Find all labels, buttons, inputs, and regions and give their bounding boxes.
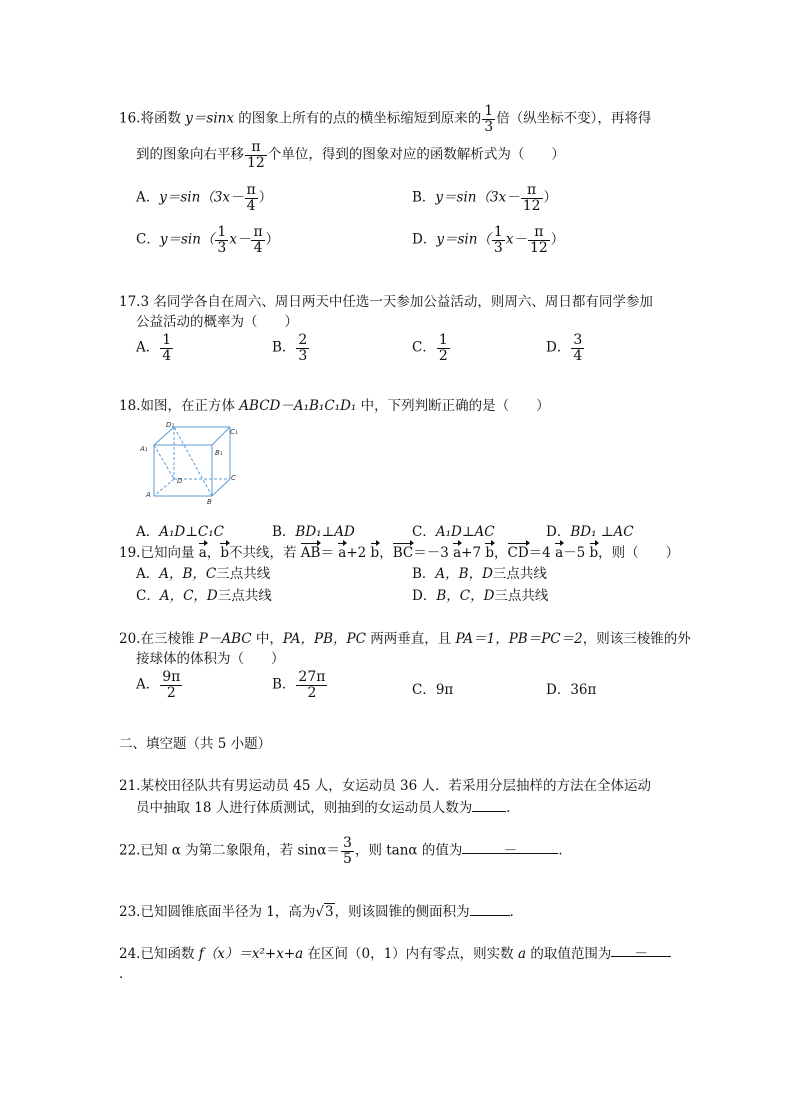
q20-option-c[interactable]: C．9π xyxy=(412,682,454,698)
label-c: C xyxy=(231,474,236,482)
q20-option-a[interactable]: A． $\frac{9\pi}{2}$ xyxy=(136,669,181,701)
fraction: $\frac{27\pi}{2}$ xyxy=(298,669,326,701)
label-d: D xyxy=(177,477,183,485)
fraction: $\frac{3}{5}$ xyxy=(343,835,352,867)
q19-number: 19. xyxy=(119,545,141,561)
q16-option-b[interactable]: B．y＝sin（3x－ $\frac{\pi}{12}$ ） xyxy=(412,182,558,214)
q20-option-d[interactable]: D．36π xyxy=(546,682,597,698)
q17-option-d[interactable]: D． $\frac{3}{4}$ xyxy=(546,332,583,364)
q19-option-a[interactable]: A．A，B，C三点共线 xyxy=(136,566,271,582)
answer-blank[interactable]: － xyxy=(611,942,671,957)
q16-option-d[interactable]: D．y＝sin（ $\frac{1}{3}$ x－ $\frac{\pi}{12}$ ） xyxy=(412,224,565,256)
answer-blank[interactable] xyxy=(472,797,506,812)
q19-option-c[interactable]: C．A，C，D三点共线 xyxy=(136,588,272,604)
label-a1: A₁ xyxy=(140,445,148,453)
q20-number: 20. xyxy=(119,631,141,647)
q16-line1: 16.将函数 y＝sinx 的图象上所有的点的横坐标缩短到原来的 $\frac{1}{3}$ 倍（纵坐标不变），再将得 xyxy=(119,103,652,135)
q20-option-b[interactable]: B． $\frac{27\pi}{2}$ xyxy=(272,669,326,701)
fraction: $\frac{\pi}{4}$ xyxy=(253,224,263,256)
q17-option-a[interactable]: A． $\frac{1}{4}$ xyxy=(136,332,172,364)
answer-blank[interactable]: － xyxy=(462,839,558,854)
q21-line2: 员中抽取 18 人进行体质测试，则抽到的女运动员人数为 ． xyxy=(136,796,520,816)
fraction: $\frac{\pi}{12}$ xyxy=(522,182,541,214)
q24-line: 24.已知函数 f（x）＝x²+x+a 在区间（0，1）内有零点，则实数 a 的取值范围为 － xyxy=(119,942,671,962)
q18-option-a[interactable]: A．A₁D⊥C₁C xyxy=(136,524,225,540)
q19-option-b[interactable]: B．A，B，D三点共线 xyxy=(412,566,547,582)
cube-figure xyxy=(138,420,244,508)
q20-line1: 20.在三棱锥 P－ABC 中，PA，PB，PC 两两垂直，且 PA＝1，PB＝PC＝2，则该三棱锥的外 xyxy=(119,631,691,647)
q16-option-c[interactable]: C．y＝sin（ $\frac{1}{3}$ x－ $\frac{\pi}{4}$ ） xyxy=(136,224,280,256)
q21-line1: 21.某校田径队共有男运动员 45 人，女运动员 36 人．若采用分层抽样的方法在全体运动 xyxy=(119,778,652,794)
q24-number: 24. xyxy=(119,946,141,962)
q22-line: 22.已知 α 为第二象限角，若 sinα＝ $\frac{3}{5}$ ，则 tanα 的值为 － ． xyxy=(119,835,572,867)
fraction: $\frac{9\pi}{2}$ xyxy=(162,669,181,701)
sqrt-symbol: √3 xyxy=(315,904,334,920)
q24-end: ． xyxy=(119,966,133,982)
q16-line2: 到的图象向右平移 $\frac{\pi}{12}$ 个单位，得到的图象对应的函数解析式为（ ） xyxy=(136,139,565,171)
q17-option-b[interactable]: B． $\frac{2}{3}$ xyxy=(272,332,308,364)
q23-line: 23.已知圆锥底面半径为 1，高为√3，则该圆锥的侧面积为 ． xyxy=(119,900,523,920)
q19-option-d[interactable]: D．B，C，D三点共线 xyxy=(412,588,549,604)
q17-number: 17. xyxy=(119,294,141,310)
q21-number: 21. xyxy=(119,778,141,794)
label-b1: B₁ xyxy=(215,449,223,457)
fraction: $\frac{\pi}{4}$ xyxy=(246,182,256,214)
section-title: 二、填空题（共 5 小题） xyxy=(119,736,272,752)
fraction: $\frac{2}{3}$ xyxy=(298,332,308,364)
q17-line2: 公益活动的概率为（ ） xyxy=(136,314,298,330)
q19-line1: 19.已知向量 a，b不共线，若 AB＝ a+2 b，BC＝－3 a+7 b，CD＝4 a－5 b，则（ ） xyxy=(119,545,680,561)
q16-option-a[interactable]: A．y＝sin（3x－ $\frac{\pi}{4}$ ） xyxy=(136,182,273,214)
label-c1: C₁ xyxy=(230,428,238,436)
fraction: $\frac{1}{3}$ xyxy=(493,224,503,256)
fraction: $\frac{1}{4}$ xyxy=(162,332,172,364)
fraction: $\frac{\pi}{12}$ xyxy=(247,139,265,171)
q18-option-c[interactable]: C．A₁D⊥AC xyxy=(412,524,495,540)
label-b: B xyxy=(207,498,212,506)
fraction: $\frac{1}{3}$ xyxy=(217,224,227,256)
q18-option-d[interactable]: D．BD₁ ⊥AC xyxy=(546,524,634,540)
answer-blank[interactable] xyxy=(470,901,510,916)
q20-line2: 接球体的体积为（ ） xyxy=(136,651,285,667)
label-a: A xyxy=(146,491,151,499)
fraction: $\frac{\pi}{12}$ xyxy=(529,224,548,256)
fraction: $\frac{1}{2}$ xyxy=(438,332,448,364)
q17-line1: 17.3 名同学各自在周六、周日两天中任选一天参加公益活动，则周六、周日都有同学参加 xyxy=(119,294,653,310)
label-d1: D₁ xyxy=(166,421,175,429)
q18-number: 18. xyxy=(119,398,141,414)
q18-line1: 18.如图，在正方体 ABCD－A₁B₁C₁D₁ 中，下列判断正确的是（ ） xyxy=(119,398,550,414)
q17-option-c[interactable]: C． $\frac{1}{2}$ xyxy=(412,332,448,364)
q16-number: 16. xyxy=(119,110,141,127)
fraction: $\frac{1}{3}$ xyxy=(484,103,494,135)
q22-number: 22. xyxy=(119,842,141,859)
fraction: $\frac{3}{4}$ xyxy=(573,332,583,364)
cube-front-face xyxy=(154,445,212,496)
q23-number: 23. xyxy=(119,904,141,920)
q18-option-b[interactable]: B．BD₁⊥AD xyxy=(272,524,355,540)
